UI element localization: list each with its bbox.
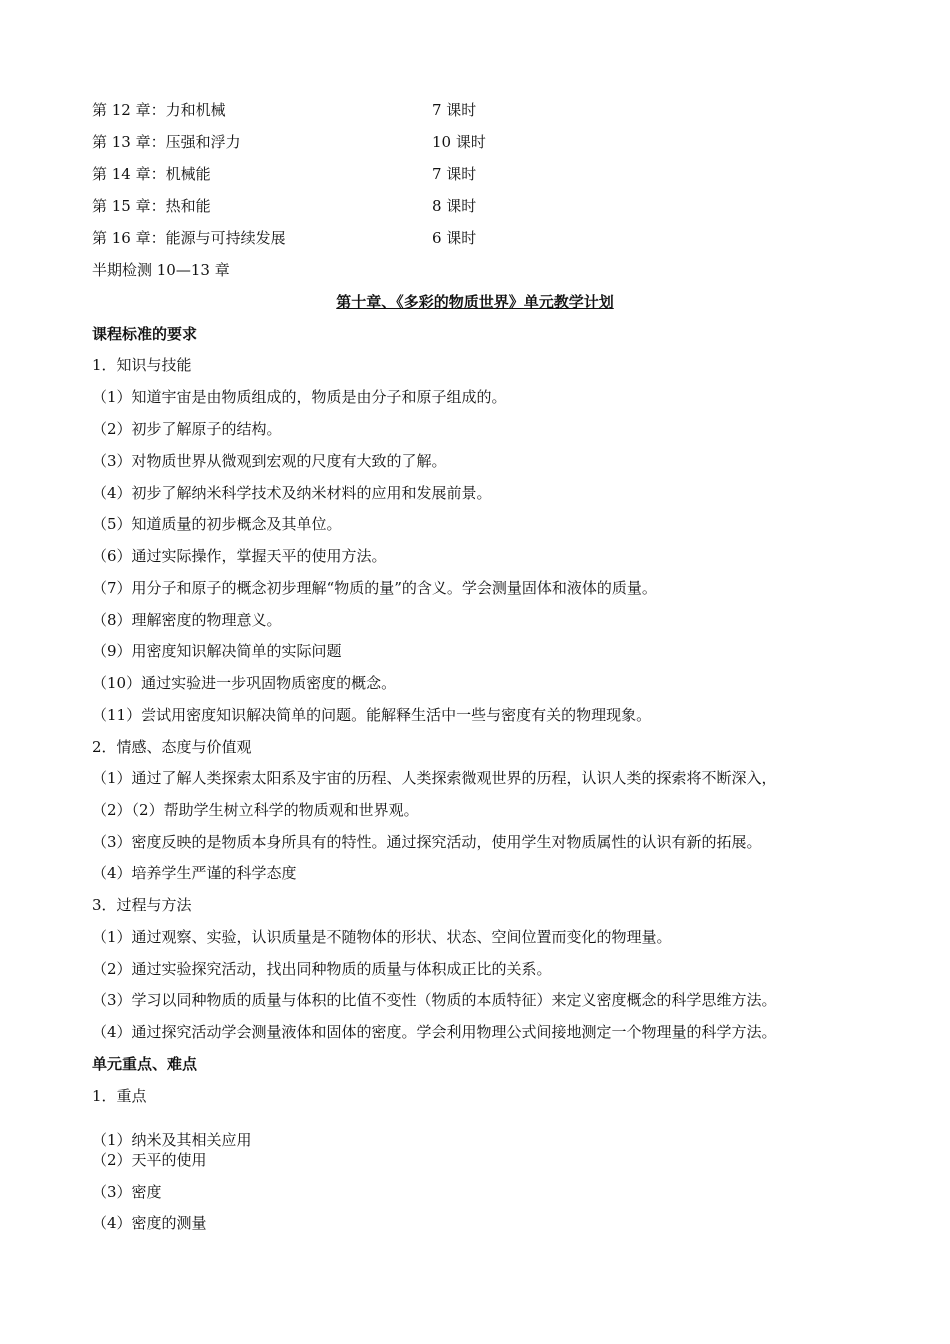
schedule-hours: 7 课时	[432, 101, 477, 119]
schedule-hours: 10 课时	[432, 133, 486, 151]
knowledge-item: （11）尝试用密度知识解决简单的问题。能解释生活中一些与密度有关的物理现象。	[92, 706, 652, 724]
knowledge-heading: 1．知识与技能	[92, 356, 192, 374]
key-points-subheading: 1．重点	[92, 1087, 147, 1105]
key-point-item: （2）天平的使用	[92, 1151, 207, 1169]
standards-heading: 课程标准的要求	[92, 325, 198, 343]
knowledge-item: （10）通过实验进一步巩固物质密度的概念。	[92, 674, 397, 692]
process-item: （2）通过实验探究活动，找出同种物质的质量与体积成正比的关系。	[92, 960, 552, 978]
schedule-hours: 6 课时	[432, 229, 477, 247]
attitude-item: （2）（2）帮助学生树立科学的物质观和世界观。	[92, 801, 419, 819]
key-point-item: （3）密度	[92, 1183, 162, 1201]
knowledge-item: （3）对物质世界从微观到宏观的尺度有大致的了解。	[92, 452, 447, 470]
process-heading: 3．过程与方法	[92, 896, 192, 914]
schedule-chapter: 第 13 章：压强和浮力	[92, 133, 241, 151]
schedule-hours: 7 课时	[432, 165, 477, 183]
knowledge-item: （6）通过实际操作，掌握天平的使用方法。	[92, 547, 387, 565]
attitude-item: （1）通过了解人类探索太阳系及宇宙的历程、人类探索微观世界的历程，认识人类的探索将不断深入，	[92, 769, 777, 787]
knowledge-item: （1）知道宇宙是由物质组成的，物质是由分子和原子组成的。	[92, 388, 507, 406]
key-point-item: （1）纳米及其相关应用	[92, 1131, 252, 1149]
midterm-note: 半期检测 10—13 章	[92, 261, 230, 279]
knowledge-item: （2）初步了解原子的结构。	[92, 420, 282, 438]
knowledge-item: （5）知道质量的初步概念及其单位。	[92, 515, 342, 533]
knowledge-item: （8）理解密度的物理意义。	[92, 611, 282, 629]
schedule-chapter: 第 14 章：机械能	[92, 165, 211, 183]
process-item: （4）通过探究活动学会测量液体和固体的密度。学会利用物理公式间接地测定一个物理量的科学方法。	[92, 1023, 777, 1041]
key-point-item: （4）密度的测量	[92, 1214, 207, 1232]
key-points-heading: 单元重点、难点	[92, 1055, 198, 1073]
knowledge-item: （7）用分子和原子的概念初步理解“物质的量”的含义。学会测量固体和液体的质量。	[92, 579, 657, 597]
knowledge-item: （4）初步了解纳米科学技术及纳米材料的应用和发展前景。	[92, 484, 492, 502]
attitude-item: （3）密度反映的是物质本身所具有的特性。通过探究活动，使用学生对物质属性的认识有新的拓展。	[92, 833, 762, 851]
schedule-chapter: 第 15 章：热和能	[92, 197, 211, 215]
schedule-chapter: 第 16 章：能源与可持续发展	[92, 229, 286, 247]
knowledge-item: （9）用密度知识解决简单的实际问题	[92, 642, 342, 660]
schedule-hours: 8 课时	[432, 197, 477, 215]
attitude-heading: 2．情感、态度与价值观	[92, 738, 252, 756]
process-item: （1）通过观察、实验，认识质量是不随物体的形状、状态、空间位置而变化的物理量。	[92, 928, 672, 946]
unit-title: 第十章、《多彩的物质世界》单元教学计划	[336, 293, 614, 311]
attitude-item: （4）培养学生严谨的科学态度	[92, 864, 297, 882]
schedule-chapter: 第 12 章：力和机械	[92, 101, 226, 119]
process-item: （3）学习以同种物质的质量与体积的比值不变性（物质的本质特征）来定义密度概念的科学思维方法。	[92, 991, 777, 1009]
